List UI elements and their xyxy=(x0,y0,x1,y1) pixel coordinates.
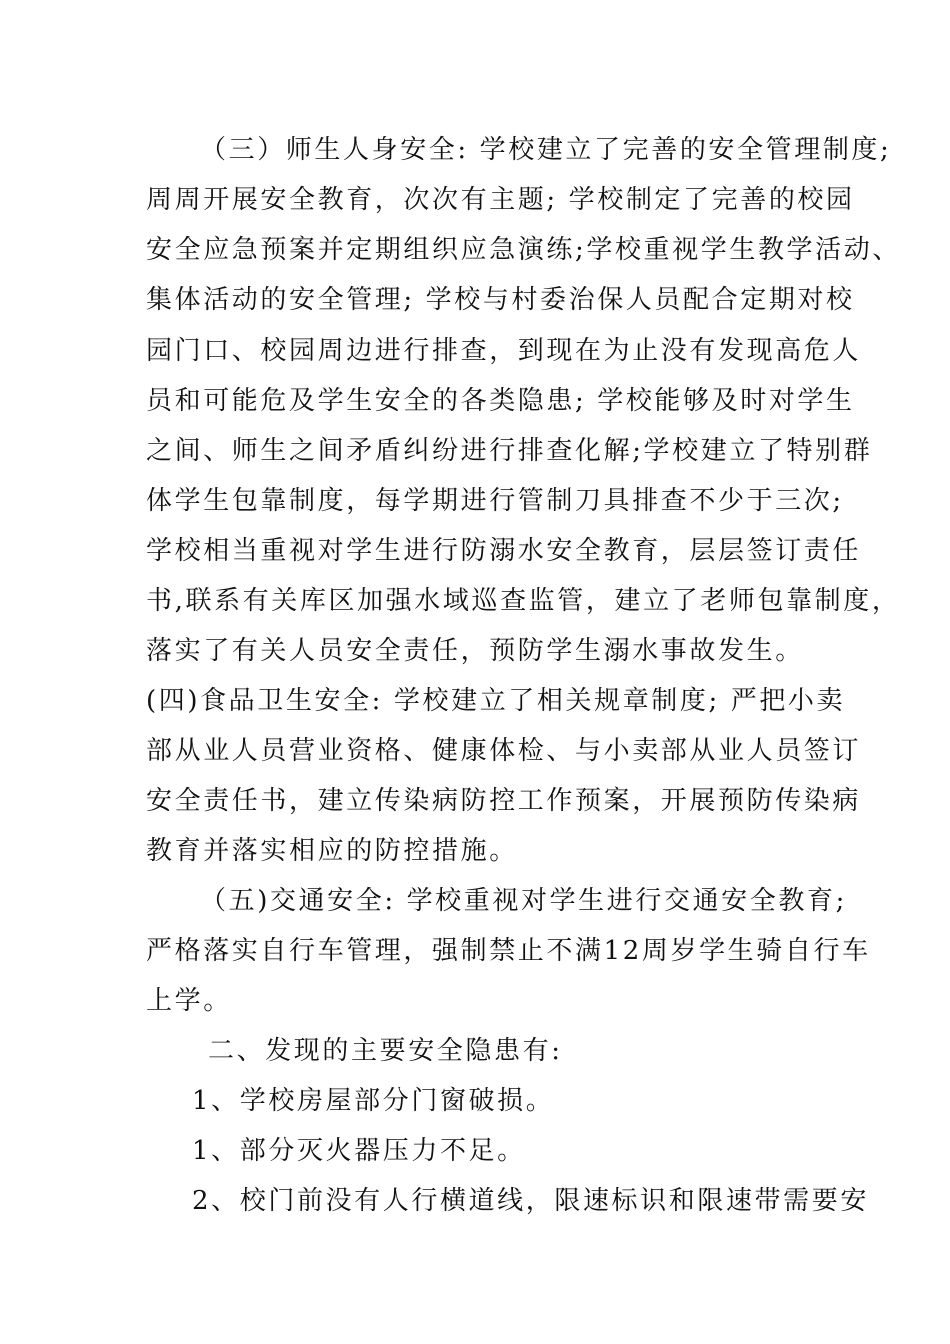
paragraph-3-line-7: 之间、师生之间矛盾纠纷进行排查化解;学校建立了特别群 xyxy=(146,436,873,466)
hazard-item-1: 1、学校房屋部分门窗破损。 xyxy=(192,1086,555,1116)
section-2-heading: 二、发现的主要安全隐患有: xyxy=(208,1036,563,1066)
paragraph-3-line-11: 落实了有关人员安全责任，预防学生溺水事故发生。 xyxy=(146,636,804,666)
hazard-item-3: 2、校门前没有人行横道线，限速标识和限速带需要安 xyxy=(192,1186,869,1216)
paragraph-5-line-2: 严格落实自行车管理，强制禁止不满12周岁学生骑自行车 xyxy=(146,936,871,966)
paragraph-3-line-6: 员和可能危及学生安全的各类隐患; 学校能够及时对学生 xyxy=(146,386,855,416)
paragraph-3-line-5: 园门口、校园周边进行排查，到现在为止没有发现高危人 xyxy=(146,336,862,366)
paragraph-5-line-3: 上学。 xyxy=(146,986,232,1016)
paragraph-4-line-3: 安全责任书，建立传染病防控工作预案，开展预防传染病 xyxy=(146,786,862,816)
paragraph-3-line-1: （三）师生人身安全: 学校建立了完善的安全管理制度; xyxy=(200,135,892,165)
paragraph-4-line-2: 部从业人员营业资格、健康体检、与小卖部从业人员签订 xyxy=(146,736,862,766)
paragraph-4-line-1: (四)食品卫生安全: 学校建立了相关规章制度; 严把小卖 xyxy=(146,686,846,716)
paragraph-3-line-3: 安全应急预案并定期组织应急演练;学校重视学生教学活动、 xyxy=(146,235,901,265)
paragraph-3-line-4: 集体活动的安全管理; 学校与村委治保人员配合定期对校 xyxy=(146,285,855,315)
paragraph-3-line-9: 学校相当重视对学生进行防溺水安全教育，层层签订责任 xyxy=(146,536,862,566)
paragraph-4-line-4: 教育并落实相应的防控措施。 xyxy=(146,836,518,866)
paragraph-3-line-8: 体学生包靠制度，每学期进行管制刀具排查不少于三次; xyxy=(146,486,844,516)
paragraph-3-line-2: 周周开展安全教育，次次有主题; 学校制定了完善的校园 xyxy=(146,185,855,215)
paragraph-5-line-1: （五)交通安全: 学校重视对学生进行交通安全教育; xyxy=(200,886,847,916)
hazard-item-2: 1、部分灭火器压力不足。 xyxy=(192,1136,526,1166)
paragraph-3-line-10: 书,联系有关库区加强水域巡查监管，建立了老师包靠制度， xyxy=(146,586,901,616)
